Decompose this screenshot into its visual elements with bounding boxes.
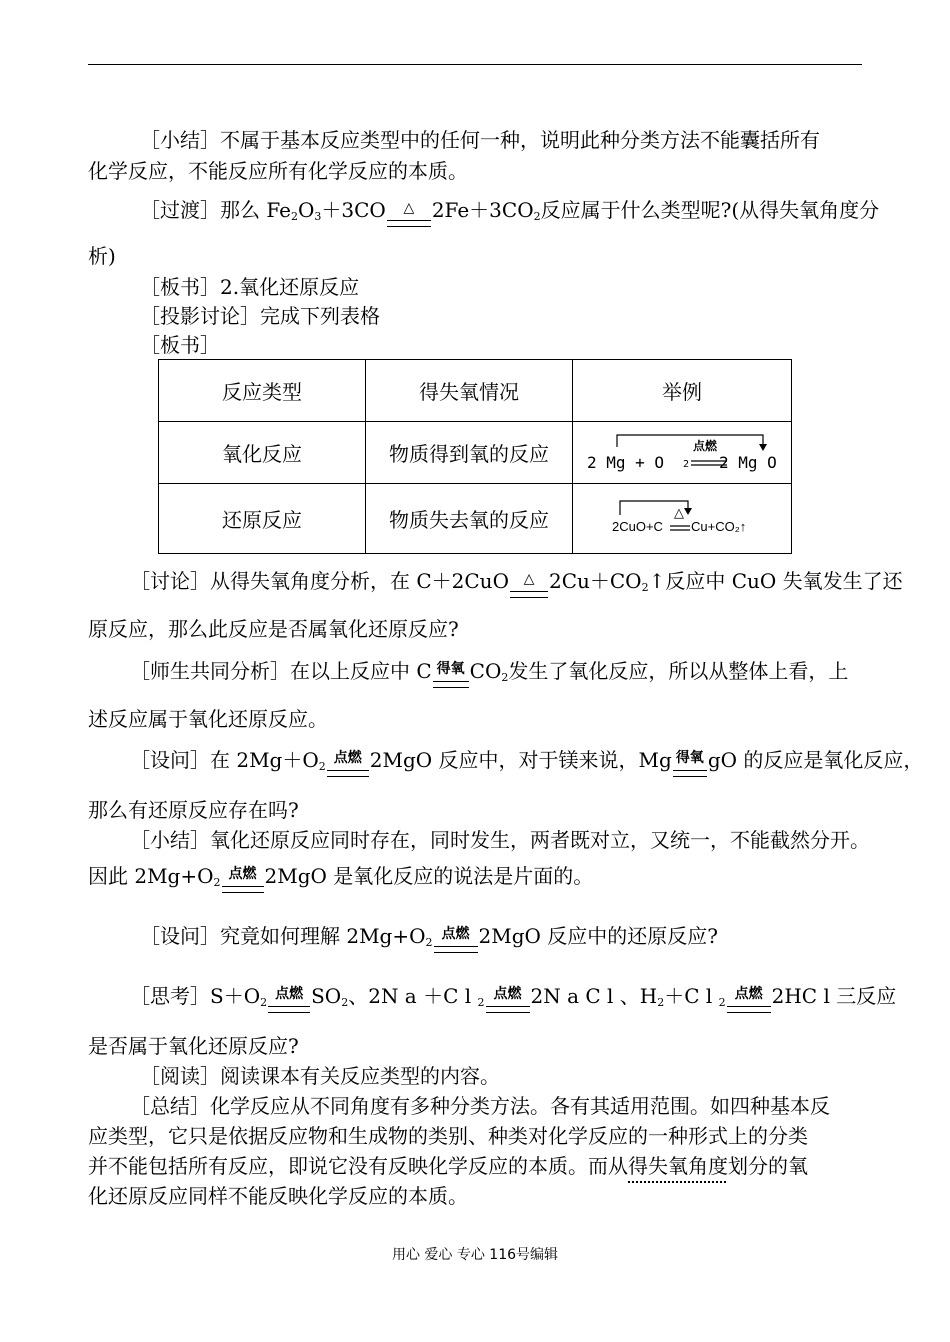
table-header: 反应类型 <box>159 360 366 422</box>
projection-discussion: ［投影讨论］完成下列表格 <box>140 304 380 328</box>
table-row <box>159 422 792 484</box>
question2-line: ［设问］究竟如何理解 $2Mg+O_2$ 点燃 2MgO 反应中的还原反应? <box>140 922 718 957</box>
board-label: ［板书］ <box>140 333 220 357</box>
reaction-condition: 点燃 <box>485 989 531 1017</box>
reaction-condition: 得氧 <box>432 664 470 692</box>
header-rule <box>88 64 862 65</box>
reaction-condition: 点燃 <box>726 989 772 1017</box>
table-cell-type: 还原反应 <box>159 484 366 554</box>
think-line-1: ［思考$]S+O_2$ 点燃 $SO_2$、2N a ＋C l $_2$ 点燃 2N a C l 、$H_2+C$ l $_2$ 点燃 2HC l 三反应 <box>130 982 896 1017</box>
table-cell-example: 2CuO+C △ Cu+CO₂↑ <box>573 484 792 554</box>
analysis-line-2: 述反应属于氧化还原反应。 <box>88 707 328 731</box>
board-heading: ［板书］2.氧化还原反应 <box>140 275 360 299</box>
conclusion-line-2: 应类型，它只是依据反应物和生成物的类别、种类对化学反应的一种形式上的分类 <box>88 1124 808 1148</box>
question-line-1: ［设问］在 $2Mg+O_2$ 点燃 2MgO 反应中，对于镁来说，Mg 得氧 gO 的反应是氧化反应， <box>130 746 923 781</box>
reaction-condition: 点燃 <box>221 869 265 897</box>
reaction-type-table <box>158 359 792 554</box>
table-cell-type: 氧化反应 <box>159 422 366 484</box>
reaction-condition: △ <box>509 574 549 602</box>
table-cell-desc: 物质失去氧的反应 <box>366 484 573 554</box>
question-line-2: 那么有还原反应存在吗? <box>88 798 299 822</box>
page-footer: 用心 爱心 专心 116号编辑 <box>391 1247 559 1263</box>
think-line-2: 是否属于氧化还原反应? <box>88 1034 299 1058</box>
summary-line-1: ［小结］不属于基本反应类型中的任何一种，说明此种分类方法不能囊括所有 <box>140 128 820 152</box>
table-header: 举例 <box>573 360 792 422</box>
table-cell-desc: 物质得到氧的反应 <box>366 422 573 484</box>
conclusion-line-1: ［总结］化学反应从不同角度有多种分类方法。各有其适用范围。如四种基本反 <box>130 1094 830 1118</box>
conclusion-line-3: 并不能包括所有反应，即说它没有反映化学反应的本质。而从得失氧角度划分的氧 <box>88 1154 808 1178</box>
discussion-line-2: 原反应，那么此反应是否属氧化还原反应? <box>88 617 459 641</box>
table-row <box>159 484 792 554</box>
reaction-condition: 点燃 <box>433 929 479 957</box>
reaction-condition: 得氧 <box>672 753 708 781</box>
reaction-condition: 点燃 <box>326 753 370 781</box>
discussion-line-1: ［讨论］从得失氧角度分析，在 C＋2CuO △ $2Cu+CO_2↑$反应中 CuO 失氧发生了还 <box>130 567 903 602</box>
reaction-condition: △ <box>386 203 432 231</box>
summary2-line-2: 因此 $2Mg+O_2$ 点燃 2MgO 是氧化反应的说法是片面的。 <box>88 862 593 897</box>
emphasized-text: 得失氧角度 <box>628 1154 728 1178</box>
summary2-line-1: ［小结］氧化还原反应同时存在，同时发生，两者既对立，又统一，不能截然分开。 <box>130 828 870 852</box>
transition-line-1: ［过渡］那么 $Fe_2O_3+3CO$ △ $2Fe+3CO_2$反应属于什么类型呢?(从得失氧角度分 <box>140 196 879 231</box>
analysis-line-1: ［师生共同分析］在以上反应中 C 得氧 $CO_2$发生了氧化反应，所以从整体上看，上 <box>130 657 848 692</box>
conclusion-line-4: 化还原反应同样不能反映化学反应的本质。 <box>88 1184 468 1208</box>
reaction-condition: 点燃 <box>267 989 311 1017</box>
summary-line-2: 化学反应，不能反应所有化学反应的本质。 <box>88 159 468 183</box>
table-header: 得失氧情况 <box>366 360 573 422</box>
table-cell-example: 2 Mg + O 2 点燃 2 Mg O <box>573 422 792 484</box>
transition-line-2: 析) <box>88 244 116 268</box>
reading-line: ［阅读］阅读课本有关反应类型的内容。 <box>140 1064 500 1088</box>
